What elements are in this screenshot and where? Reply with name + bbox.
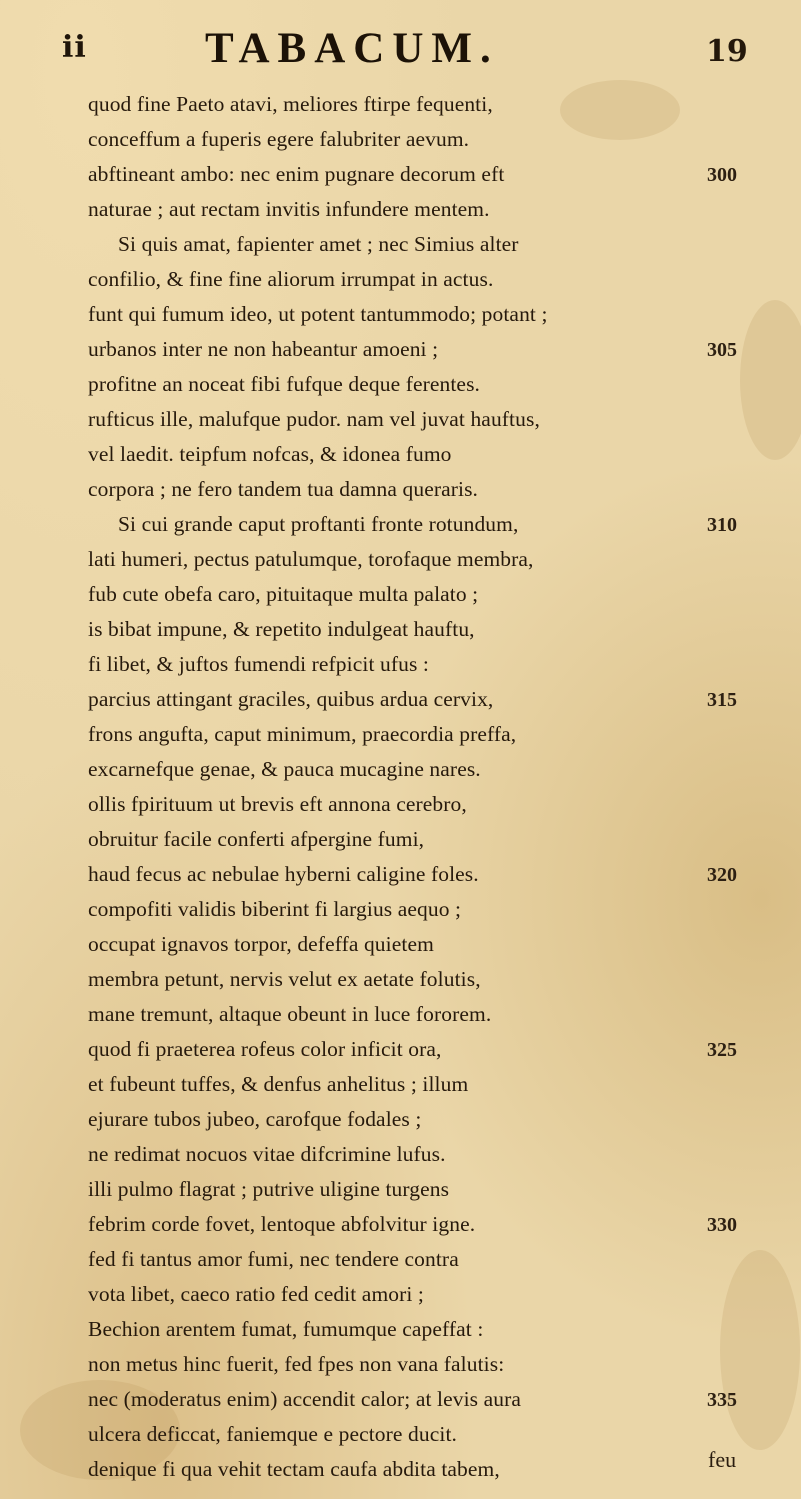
verse-line: quod fine Paeto atavi, meliores ftirpe fequenti, bbox=[88, 92, 493, 116]
verse-line: fi libet, & juftos fumendi refpicit ufus : bbox=[88, 652, 429, 676]
verse-line: Bechion arentem fumat, fumumque capeffat : bbox=[88, 1317, 484, 1341]
verse-line: excarnefque genae, & pauca mucagine nares. bbox=[88, 757, 481, 781]
verse-line: ejurare tubos jubeo, carofque fodales ; bbox=[88, 1107, 422, 1131]
verse-line: rufticus ille, malufque pudor. nam vel juvat hauftus, bbox=[88, 407, 540, 431]
verse-line: vota libet, caeco ratio fed cedit amori ; bbox=[88, 1282, 425, 1306]
verse-line: denique fi qua vehit tectam caufa abdita tabem, bbox=[88, 1457, 500, 1481]
verse-line: parcius attingant graciles, quibus ardua cervix, bbox=[88, 687, 494, 711]
verse-line: ne redimat nocuos vitae difcrimine lufus. bbox=[88, 1142, 446, 1166]
line-number: 300 bbox=[707, 164, 737, 186]
verse-line: quod fi praeterea rofeus color inficit ora, bbox=[88, 1037, 442, 1061]
line-number: 305 bbox=[707, 339, 737, 361]
verse-line: vel laedit. teipfum nofcas, & idonea fumo bbox=[88, 442, 452, 466]
verse-line: profitne an noceat fibi fufque deque ferentes. bbox=[88, 372, 481, 396]
verse-line: haud fecus ac nebulae hyberni caligine foles. bbox=[88, 862, 479, 886]
verse-line: is bibat impune, & repetito indulgeat hauftu, bbox=[88, 617, 475, 641]
verse-line: ulcera deficcat, faniemque e pectore ducit. bbox=[88, 1422, 457, 1446]
verse-line: urbanos inter ne non habeantur amoeni ; bbox=[88, 337, 439, 361]
folio-number: 19 bbox=[706, 34, 748, 69]
catchword: feu bbox=[708, 1447, 737, 1472]
verse-line: Si cui grande caput proftanti fronte rotundum, bbox=[118, 512, 519, 536]
verse-line: et fubeunt tuffes, & denfus anhelitus ; illum bbox=[88, 1072, 469, 1096]
verse-line: corpora ; ne fero tandem tua damna queraris. bbox=[88, 477, 479, 501]
verse-line: abftineant ambo: nec enim pugnare decorum eft bbox=[88, 162, 505, 186]
verse-line: conceffum a fuperis egere falubriter aevum. bbox=[88, 127, 470, 151]
verse-line: fed fi tantus amor fumi, nec tendere contra bbox=[88, 1247, 459, 1271]
running-title: TABACUM. bbox=[205, 25, 499, 72]
page-header bbox=[0, 8, 801, 78]
line-number: 315 bbox=[707, 689, 737, 711]
verse-line: non metus hinc fuerit, fed fpes non vana falutis: bbox=[88, 1352, 505, 1376]
verse-line: frons angufta, caput minimum, praecordia preffa, bbox=[88, 722, 517, 746]
verse-line: funt qui fumum ideo, ut potent tantummodo; potant ; bbox=[88, 302, 548, 326]
verse-line: ollis fpirituum ut brevis eft annona cerebro, bbox=[88, 792, 467, 816]
line-number: 325 bbox=[707, 1039, 737, 1061]
verse-line: membra petunt, nervis velut ex aetate folutis, bbox=[88, 967, 481, 991]
line-number: 320 bbox=[707, 864, 737, 886]
verse-line: fub cute obefa caro, pituitaque multa palato ; bbox=[88, 582, 479, 606]
verse-line: naturae ; aut rectam invitis infundere mentem. bbox=[88, 197, 490, 221]
line-number: 330 bbox=[707, 1214, 737, 1236]
verse-line: Si quis amat, fapienter amet ; nec Simius alter bbox=[118, 232, 519, 256]
verse-line: obruitur facile conferti afpergine fumi, bbox=[88, 827, 425, 851]
line-number: 310 bbox=[707, 514, 737, 536]
verse-line: nec (moderatus enim) accendit calor; at levis aura bbox=[88, 1387, 522, 1411]
paper-stain bbox=[560, 80, 680, 140]
verse-line: lati humeri, pectus patulumque, torofaque membra, bbox=[88, 547, 534, 571]
verse-line: febrim corde fovet, lentoque abfolvitur igne. bbox=[88, 1212, 476, 1236]
verse-line: illi pulmo flagrat ; putrive uligine turgens bbox=[88, 1177, 450, 1201]
paper-stain bbox=[740, 300, 801, 460]
paper-stain bbox=[720, 1250, 800, 1450]
line-number: 335 bbox=[707, 1389, 737, 1411]
verse-line: compofiti validis biberint fi largius aequo ; bbox=[88, 897, 462, 921]
verse-line: mane tremunt, altaque obeunt in luce fororem. bbox=[88, 1002, 492, 1026]
verse-line: confilio, & fine fine aliorum irrumpat in actus. bbox=[88, 267, 494, 291]
signature-mark: ii bbox=[62, 30, 87, 65]
verse-line: occupat ignavos torpor, defeffa quietem bbox=[88, 932, 434, 956]
